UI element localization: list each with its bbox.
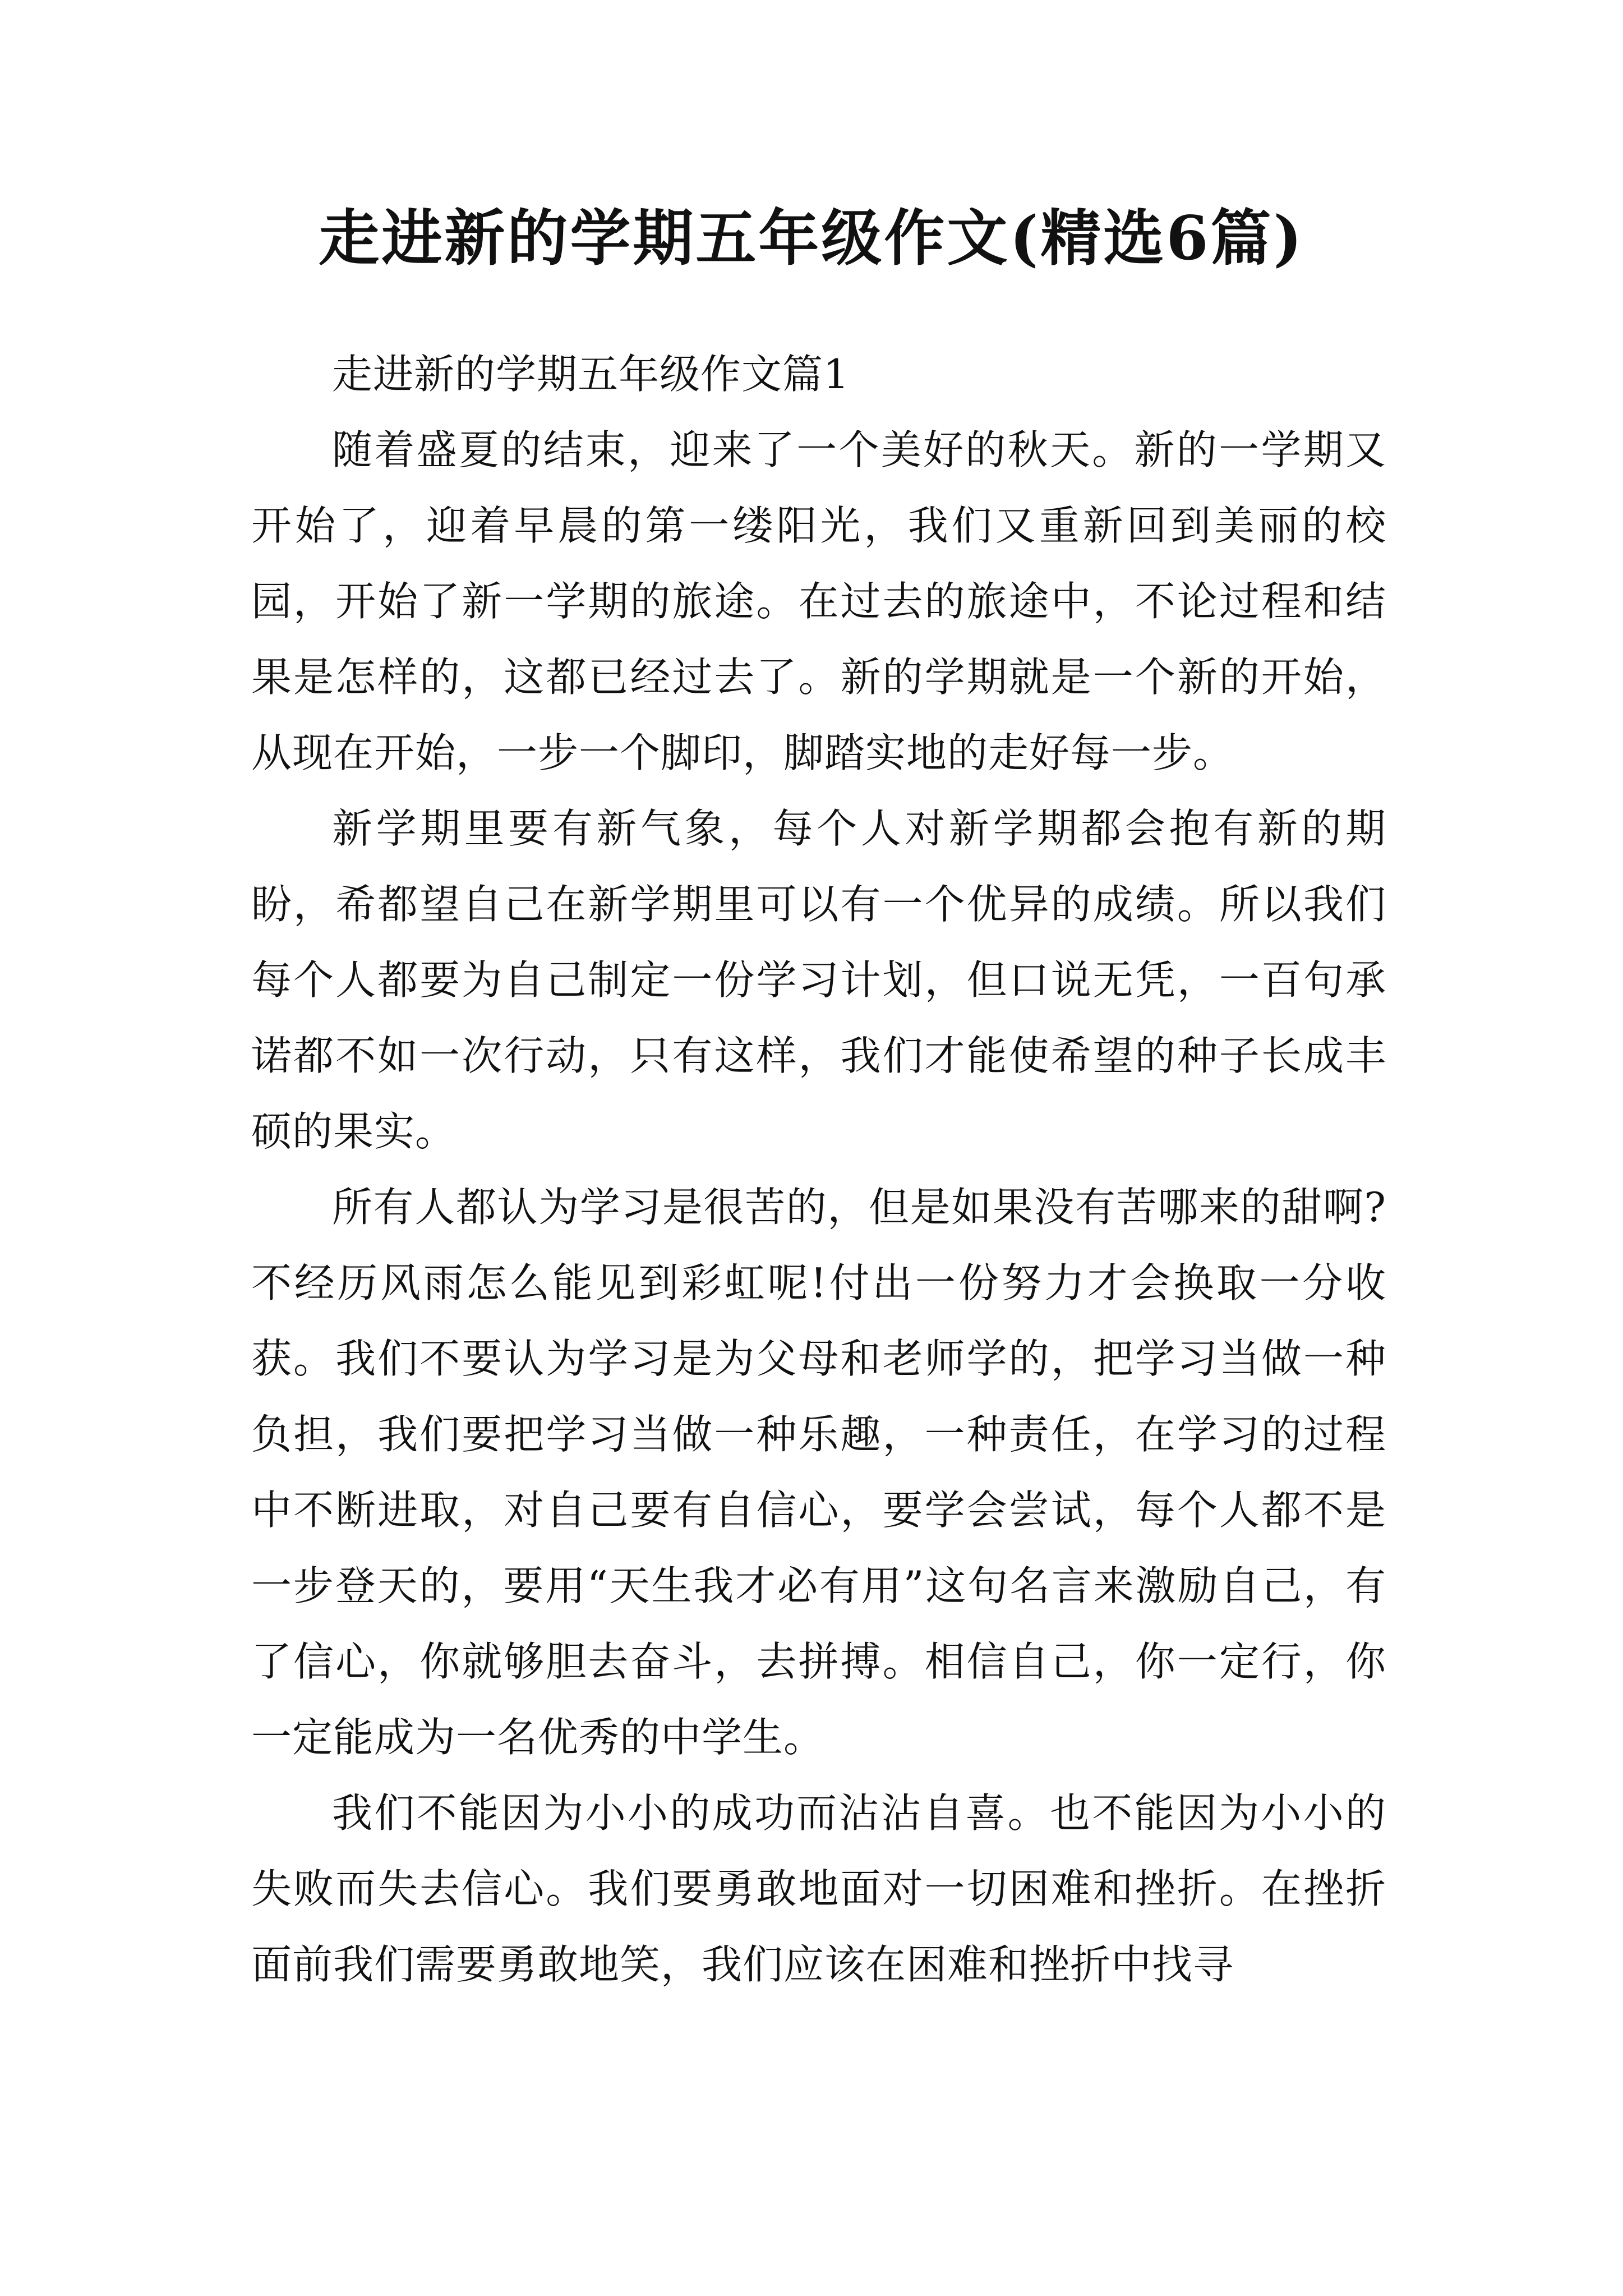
document-body — [251, 337, 1386, 2003]
document-title: 走进新的学期五年级作文(精选6篇) — [319, 203, 1304, 274]
section-heading: 走进新的学期五年级作文篇1 — [332, 351, 850, 398]
paragraph-4: 我们不能因为小小的成功而沾沾自喜。也不能因为小小的失败而失去信心。我们要勇敢地面对一切困难和挫折。在挫折面前我们需要勇敢地笑，我们应该在困难和挫折中找寻 — [251, 1789, 1386, 1988]
paragraph-1: 随着盛夏的结束，迎来了一个美好的秋天。新的一学期又开始了，迎着早晨的第一缕阳光，我们又重新回到美丽的校园，开始了新一学期的旅途。在过去的旅途中，不论过程和结果是怎样的，这都已经过去了。新的学期就是一个新的开始，从现在开始，一步一个脚印，脚踏实地的走好每一步。 — [251, 426, 1386, 776]
paragraph-2: 新学期里要有新气象，每个人对新学期都会抱有新的期盼，希都望自己在新学期里可以有一个优异的成绩。所以我们每个人都要为自己制定一份学习计划，但口说无凭，一百句承诺都不如一次行动，只有这样，我们才能使希望的种子长成丰硕的果实。 — [251, 805, 1386, 1155]
paragraph-3: 所有人都认为学习是很苦的，但是如果没有苦哪来的甜啊?不经历风雨怎么能见到彩虹呢!付出一份努力才会换取一分收获。我们不要认为学习是为父母和老师学的，把学习当做一种负担，我们要把学习当做一种乐趣，一种责任，在学习的过程中不断进取，对自己要有自信心，要学会尝试，每个人都不是一步登天的，要用“天生我才必有用”这句名言来激励自己，有了信心，你就够胆去奋斗，去拼搏。相信自己，你一定行，你一定能成为一名优秀的中学生。 — [251, 1184, 1386, 1761]
